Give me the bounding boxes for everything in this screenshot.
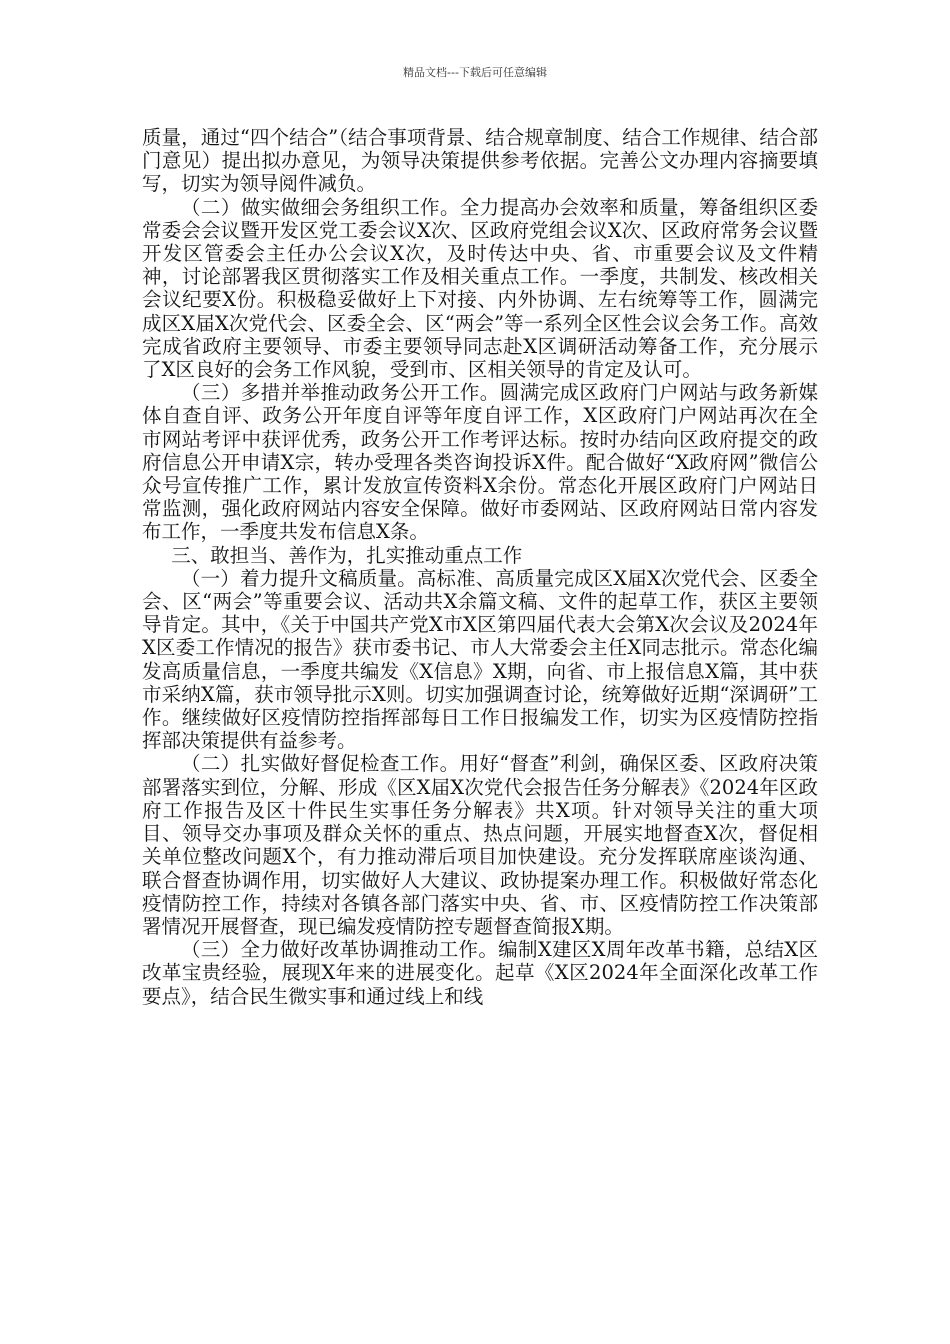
paragraph: （三）全力做好改革协调推动工作。编制X建区X周年改革书籍，总结X区改革宝贵经验，展现X年来的进展变化。起草《X区2024年全面深化改革工作要点》，结合民生微实事和通过线上和线 bbox=[142, 938, 818, 1008]
document-body bbox=[142, 126, 818, 1008]
paragraph: （三）多措并举推动政务公开工作。圆满完成区政府门户网站与政务新媒体自查自评、政务公开年度自评等年度自评工作，X区政府门户网站再次在全市网站考评中获评优秀，政务公开工作考评达标。按时办结向区政府提交的政府信息公开申请X宗，转办受理各类咨询投诉X件。配合做好“X政府网”微信公众号宣传推广工作，累计发放宣传资料X余份。常态化开展区政府门户网站日常监测，强化政府网站内容安全保障。做好市委网站、区政府网站日常内容发布工作，一季度共发布信息X条。 bbox=[142, 381, 818, 544]
paragraph: （二）做实做细会务组织工作。全力提高办会效率和质量，筹备组织区委常委会会议暨开发区党工委会议X次、区政府党组会议X次、区政府常务会议暨开发区管委会主任办公会议X次，及时传达中央、省、市重要会议及文件精神，讨论部署我区贯彻落实工作及相关重点工作。一季度，共制发、核改相关会议纪要X份。积极稳妥做好上下对接、内外协调、左右统筹等工作，圆满完成区X届X次党代会、区委全会、区“两会”等一系列全区性会议会务工作。高效完成省政府主要领导、市委主要领导同志赴X区调研活动筹备工作，充分展示了X区良好的会务工作风貌，受到市、区相关领导的肯定及认可。 bbox=[142, 195, 818, 382]
section-heading: 三、敢担当、善作为，扎实推动重点工作 bbox=[171, 543, 523, 567]
paragraph: （一）着力提升文稿质量。高标准、高质量完成区X届X次党代会、区委全会、区“两会”等重要会议、活动共X余篇文稿、文件的起草工作，获区主要领导肯定。其中，《关于中国共产党X市X区第四届代表大会第X次会议及2024年X区委工作情况的报告》获市委书记、市人大常委会主任X同志批示。常态化编发高质量信息，一季度共编发《X信息》X期，向省、市上报信息X篇，其中获市采纳X篇，获市领导批示X则。切实加强调查讨论，统筹做好近期“深调研”工作。继续做好区疫情防控指挥部每日工作日报编发工作，切实为区疫情防控指挥部决策提供有益参考。 bbox=[142, 566, 819, 753]
paragraph: （二）扎实做好督促检查工作。用好“督查”利剑，确保区委、区政府决策部署落实到位，分解、形成《区X届X次党代会报告任务分解表》《2024年区政府工作报告及区十件民生实事任务分解表》共X项。针对领导关注的重大项目、领导交办事项及群众关怀的重点、热点问题，开展实地督查X次，督促相关单位整改问题X个，有力推动滞后项目加快建设。充分发挥联席座谈沟通、联合督查协调作用，切实做好人大建议、政协提案办理工作。积极做好常态化疫情防控工作，持续对各镇各部门落实中央、省、市、区疫情防控工作决策部署情况开展督查，现已编发疫情防控专题督查简报X期。 bbox=[142, 752, 818, 938]
page-header: 精品文档---下载后可任意编辑 bbox=[403, 66, 547, 79]
paragraph: 质量，通过“四个结合”（结合事项背景、结合规章制度、结合工作规律、结合部门意见）提出拟办意见，为领导决策提供参考依据。完善公文办理内容摘要填写，切实为领导阅件减负。 bbox=[142, 126, 818, 196]
